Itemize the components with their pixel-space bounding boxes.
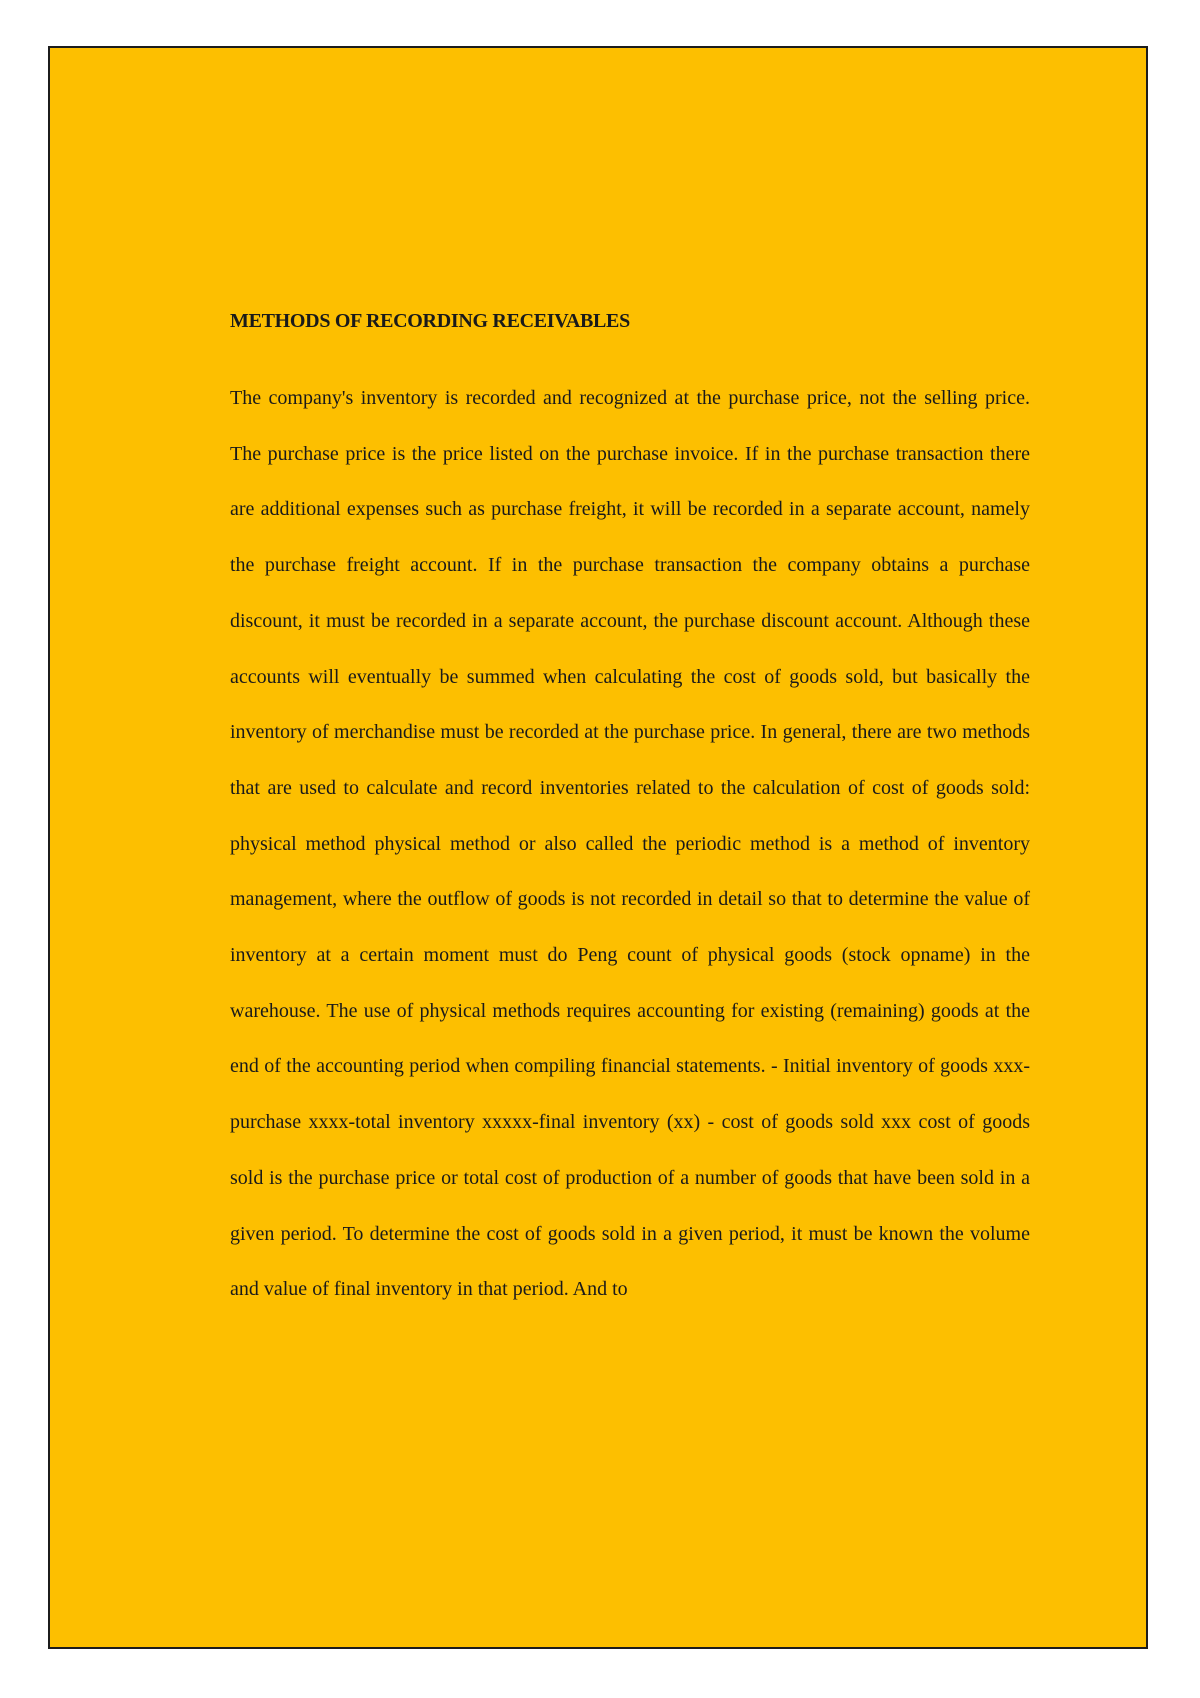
- document-page: [48, 46, 1148, 1649]
- body-paragraph: The company's inventory is recorded and recognized at the purchase price, not the selling price. The purchase price is the price listed on the purchase invoice. If in the purchase transaction there are additional expenses such as purchase freight, it will be recorded in a separate account, namely the purchase freight account. If in the purchase transaction the company obtains a purchase discount, it must be recorded in a separate account, the purchase discount account. Although these accounts will eventually be summed when calculating the cost of goods sold, but basically the inventory of merchandise must be recorded at the purchase price. In general, there are two methods that are used to calculate and record inventories related to the calculation of cost of goods sold: physical method physical method or also called the periodic method is a method of inventory management, where the outflow of goods is not recorded in detail so that to determine the value of inventory at a certain moment must do Peng count of physical goods (stock opname) in the warehouse. The use of physical methods requires accounting for existing (remaining) goods at the end of the accounting period when compiling financial statements. - Initial inventory of goods xxx-purchase xxxx-total inventory xxxxx-final inventory (xx) - cost of goods sold xxx cost of goods sold is the purchase price or total cost of production of a number of goods that have been sold in a given period. To determine the cost of goods sold in a given period, it must be known the volume and value of final inventory in that period. And to: [230, 387, 1030, 1301]
- section-heading: METHODS OF RECORDING RECEIVABLES: [230, 310, 630, 332]
- document-content: [230, 310, 1030, 1318]
